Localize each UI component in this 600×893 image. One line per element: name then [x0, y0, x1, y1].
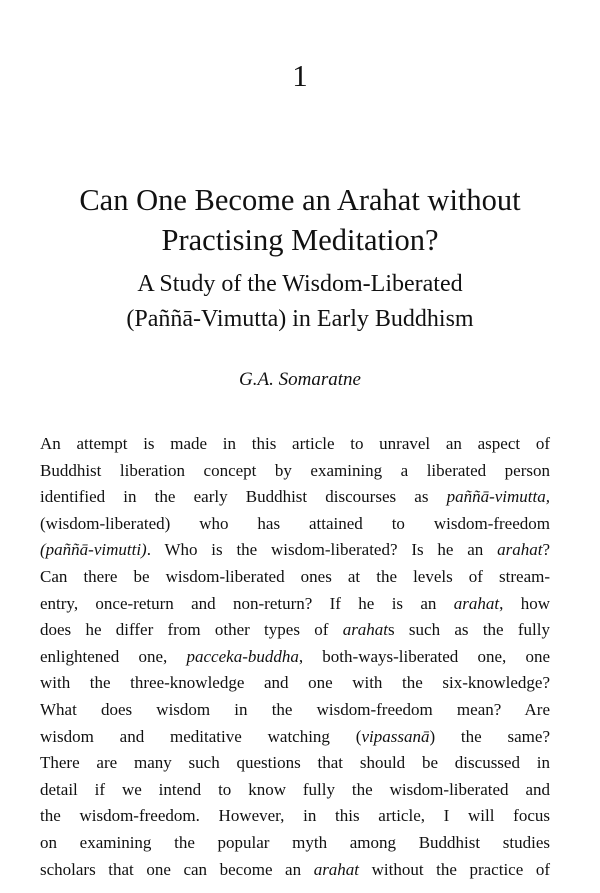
chapter-title	[20, 180, 580, 260]
abstract-line: There are many such questions that should be discussed in	[40, 753, 550, 773]
chapter-subtitle-line-2: (Paññā-Vimutta) in Early Buddhism	[126, 306, 474, 332]
pali-term: (paññā-vimutti)	[40, 540, 147, 560]
abstract-line: does he differ from other types of arahats such as the fully	[40, 620, 550, 640]
abstract-line: identified in the early Buddhist discourses as paññā-vimutta,	[40, 487, 550, 507]
pali-term: pacceka-buddha	[186, 646, 299, 666]
abstract-line: with the three-knowledge and one with the six-knowledge?	[40, 673, 550, 693]
pali-term: arahat	[342, 620, 389, 640]
abstract-line: detail if we intend to know fully the wisdom-liberated and	[40, 779, 550, 799]
abstract-line: An attempt is made in this article to unravel an aspect of	[40, 434, 550, 453]
abstract-line: Can there be wisdom-liberated ones at the levels of stream-	[40, 566, 550, 586]
chapter-number: 1	[292, 58, 308, 93]
abstract-line: What does wisdom in the wisdom-freedom mean? Are	[40, 699, 550, 719]
abstract-line: entry, once-return and non-return? If he is an arahat, how	[40, 593, 550, 613]
abstract-line: (paññā-vimutti). Who is the wisdom-liberated? Is he an arahat?	[40, 540, 550, 560]
chapter-title-line-2: Practising Meditation?	[161, 223, 439, 257]
abstract-line: Buddhist liberation concept by examining a liberated person	[40, 460, 550, 480]
abstract-line: the wisdom-freedom. However, in this article, I will focus	[40, 806, 550, 826]
pali-term: paññā-vimutta,	[446, 487, 550, 507]
abstract-line: enlightened one, pacceka-buddha, both-ways-liberated one, one	[40, 646, 551, 666]
pali-term: vipassanā	[361, 726, 430, 746]
chapter-subtitle-line-1: A Study of the Wisdom-Liberated	[137, 271, 463, 297]
abstract-line: scholars that one can become an arahat without the practice of	[40, 859, 550, 879]
chapter-subtitle	[20, 267, 580, 337]
abstract-line: on examining the popular myth among Buddhist studies	[40, 832, 550, 852]
author-name: G.A. Somaratne	[239, 369, 361, 390]
chapter-title-line-1: Can One Become an Arahat without	[79, 183, 521, 217]
pali-term: arahat	[497, 540, 543, 560]
pali-term: arahat	[453, 593, 500, 613]
abstract-line: wisdom and meditative watching (vipassanā) the same?	[40, 726, 550, 746]
abstract-paragraph	[40, 431, 550, 883]
pali-term: arahat	[313, 859, 360, 879]
abstract-line: (wisdom-liberated) who has attained to wisdom-freedom	[40, 513, 550, 533]
